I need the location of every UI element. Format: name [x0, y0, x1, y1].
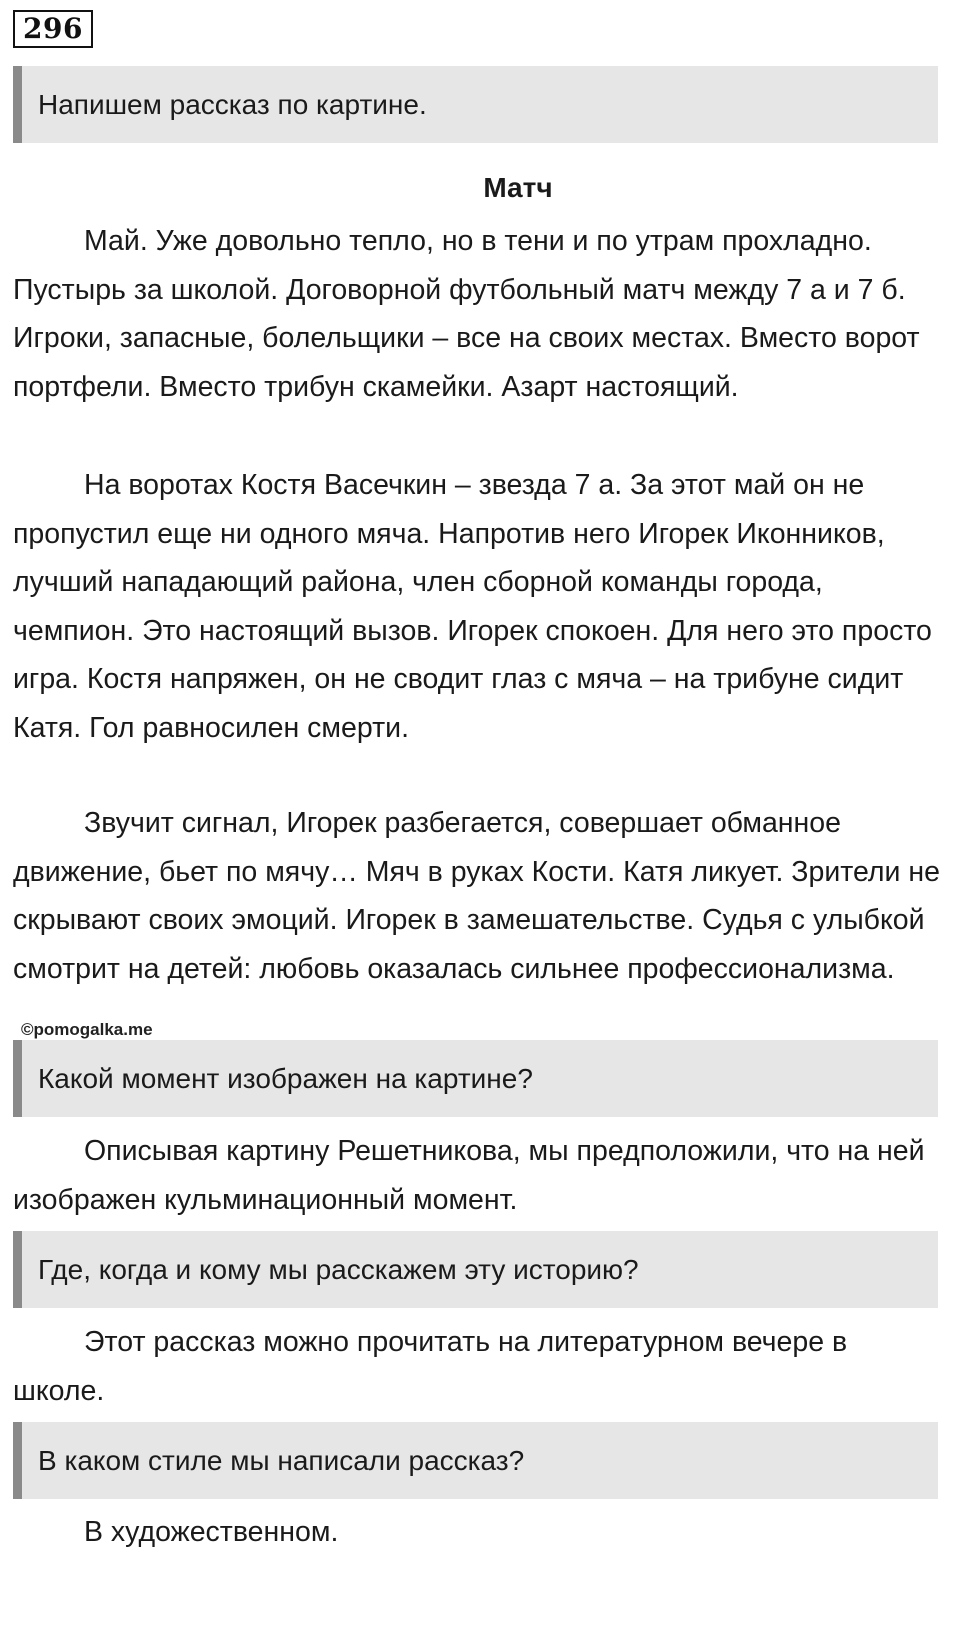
question-box-1: Какой момент изображен на картине?	[13, 1040, 938, 1117]
prompt-box: Напишем рассказ по картине.	[13, 66, 938, 143]
answer-paragraph-1: Описывая картину Решетникова, мы предположили, что на ней изображен кульминационный момент.	[13, 1135, 925, 1216]
story-paragraph-2: На воротах Костя Васечкин – звезда 7 а. За этот май он не пропустил еще ни одного мяча. Напротив него Игорек Иконников, лучший нападающий района, член сборной команды города, чемпион. Это настоящий вызов. Игорек спокоен. Для него это просто игра. Костя напряжен, он не сводит глаз с мяча – на трибуне сидит Катя. Гол равносилен смерти.	[13, 469, 932, 744]
question-box-2: Где, когда и кому мы расскажем эту историю?	[13, 1231, 938, 1308]
task-number-badge: 296	[13, 10, 93, 48]
watermark: ©pomogalka.me	[21, 1020, 153, 1039]
story-paragraph-1: Май. Уже довольно тепло, но в тени и по утрам прохладно. Пустырь за школой. Договорной футбольный матч между 7 а и 7 б. Игроки, запасные, болельщики – все на своих местах. Вместо ворот портфели. Вместо трибун скамейки. Азарт настоящий.	[13, 225, 920, 403]
answer-paragraph-2: Этот рассказ можно прочитать на литературном вечере в школе.	[13, 1326, 848, 1407]
story-paragraph-3: Звучит сигнал, Игорек разбегается, совершает обманное движение, бьет по мячу… Мяч в руках Кости. Катя ликует. Зрители не скрывают своих эмоций. Игорек в замешательстве. Судья с улыбкой смотрит на детей: любовь оказалась сильнее профессионализма.	[13, 807, 940, 985]
story-title: Матч	[483, 172, 553, 203]
answer-paragraph-3: В художественном.	[84, 1516, 339, 1548]
question-box-3: В каком стиле мы написали рассказ?	[13, 1422, 938, 1499]
